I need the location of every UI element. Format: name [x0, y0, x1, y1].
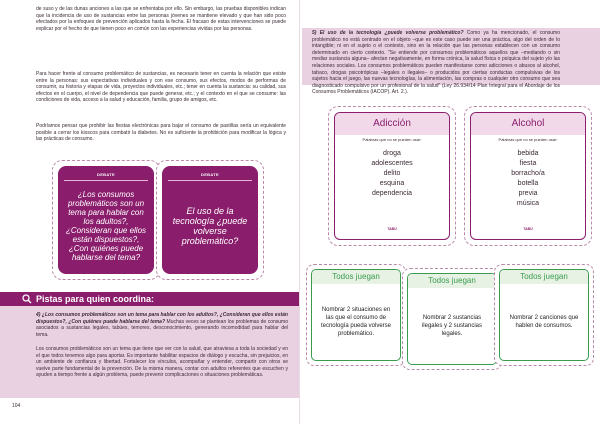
todos-juegan-card-1	[306, 264, 406, 366]
todos-juegan-text: Nombrar 2 sustancias ilegales y 2 sustancias legales.	[421, 315, 483, 337]
todos-juegan-card-3	[494, 264, 594, 366]
taboo-word: droga	[383, 150, 401, 157]
debate-card-2	[156, 160, 264, 280]
todos-juegan-text: Nombrar 2 canciones que hablen de consumos.	[509, 315, 579, 329]
taboo-card-subtitle: Palabras que no se pueden usar:	[498, 137, 558, 142]
definition-box	[302, 28, 600, 96]
pistas-title: Pistas para quien coordina:	[36, 294, 155, 304]
pistas-question-rest: Muchas veces se plantean los problemas de consumo asociados a sustancias legales, tabúes, temores, desconocimiento, generando incomodidad para hablar del tema.	[36, 318, 288, 338]
todos-juegan-title: Todos juegan	[408, 274, 496, 288]
todos-juegan-title: Todos juegan	[500, 270, 588, 284]
taboo-word: adolescentes	[371, 160, 413, 167]
taboo-word-list	[471, 149, 585, 209]
taboo-word: música	[516, 200, 540, 207]
taboo-word: esquina	[379, 180, 405, 187]
definition-text	[312, 30, 560, 96]
pistas-question-lead: 4) ¿Los consumos problemáticos son un tema para hablar con los adultos?, ¿Consideran que ellos están dispuestos?, ¿Con quiénes puede hablarse del tema?	[36, 312, 288, 325]
paragraph-2: Para hacer frente al consumo problemático de sustancias, es necesario tener en cuenta la relación que existe entre la personas: sus expectativas individuales y con ese consumo, sus efectos, modos de performas de consumir, su historia y etapas de vida, proyectos individuales, etc.; tener en cuenta la sustancia: su calidad, sus efectos en el cuerpo, el nivel de dependencia que puede generar, etc.; y el contexto en el que se consume: las condiciones de vida, acceso a la salud y educación, familia, grupo de amigos, etc.	[36, 71, 286, 104]
debate-card-text: ¿Los consumos problemáticos son un tema para hablar con los adultos?, ¿Consideran que ellos están dispuestos?, ¿Con quiénes puede hablarse del tema?	[65, 190, 147, 262]
paragraph-3: Podríamos pensar que prohibir las fiestas electrónicas para bajar el consumo de pastillas sería un equivalente posible a cerrar los kioscos para combatir la diabetes. No es suficiente la prohibición para modificar la lógica y las prácticas de consumo.	[36, 123, 286, 143]
debate-card-header: DEBATE	[201, 172, 219, 177]
definition-body: Como ya ha mencionado, el consumo problemático no está centrado en el objeto –que es este caso puede ser una práctica, algo del orden de lo intangible; ni en el sujeto o el contexto, sino en la relación que las personas establecen con un consumo determinado en cierto contexto. "Se entiende por consumos problemáticos aquellos que –mediando o sin mediar sustancia alguna– afectan negativamente, en forma crónica, la salud física o psíquica del sujeto y/o las relaciones sociales. Los consumos problemáticos pueden manifestarse como adicciones o abusos al alcohol, tabaco, drogas psicotrópicas –legales o ilegales– o producidos por ciertas conductas compulsivas de los sujetos hacia el juego, las nuevas tecnologías, la alimentación, las compras o cualquier otro consumo que sea diagnosticado compulsivo por un profesional de la salud" (Ley 26.934/14 Plan Integral para el Abordaje de los Consumos Problemáticos (IACOP). Art. 2.).	[312, 30, 561, 96]
todos-juegan-text: Nombrar 2 situaciones en las que el consumo de tecnología pueda volverse problemático.	[320, 307, 392, 337]
taboo-card-footer: TABÚ	[387, 227, 397, 231]
taboo-word: dependencia	[371, 190, 413, 197]
taboo-card-title: Alcohol	[471, 113, 585, 135]
taboo-card-alcohol	[464, 106, 592, 246]
debate-card-text: El uso de la tecnología ¿puede volverse problemático?	[172, 206, 248, 246]
debate-card-1	[52, 160, 160, 280]
taboo-card-title: Adicción	[335, 113, 449, 135]
page-number: 104	[12, 403, 21, 409]
taboo-word: botella	[517, 180, 539, 187]
taboo-card-footer: TABÚ	[523, 227, 533, 231]
taboo-word-list	[335, 149, 449, 199]
paragraph-1: de suso y de las dunas anciones a las que se enfrentaba por ello. Sin embargo, las pruebas disponibles indican que la incidencia de uso de sustancias entre las personas jóvenes se mantiene elevado y que han sido poco efectados por la enfoques de prevención aplicados hasta la fecha. El fracaso de estas intervenciones se puede explicar por el hecho de que tienen poco en común con las experiencias vividas por las personas.	[36, 6, 286, 32]
taboo-word: previa	[518, 190, 538, 197]
taboo-word: delito	[383, 170, 401, 177]
pistas-box	[0, 306, 300, 398]
taboo-word: bebida	[517, 150, 539, 157]
taboo-card-subtitle: Palabras que no se pueden usar:	[362, 137, 422, 142]
taboo-word: borracho/a	[511, 170, 545, 177]
pistas-question	[36, 312, 288, 338]
todos-juegan-card-2	[402, 268, 502, 370]
taboo-word: fiesta	[519, 160, 537, 167]
pistas-paragraph: Los consumos problemáticos son un tema que tiene que ver con la salud, que atraviesa a toda la sociedad y en el que todos tenemos algo para aportar. Es importante habilitar espacios de diálogo y escucha, sin prejuicios, en un ambiente de confianza y libertad. Fortalecer los vínculos, acompañar y entender, compartir con otros se vuelve parte fundamental de la prevención. De la misma manera, contar con adultos referentes que escuchen y ayuden a tiempo frente a algún problema, puede prevenir complicaciones o situaciones problemáticas.	[36, 346, 288, 379]
debate-card-header: DEBATE	[97, 172, 115, 177]
todos-juegan-title: Todos juegan	[312, 270, 400, 284]
magnifier-icon	[22, 294, 32, 304]
definition-lead: 5) El uso de la tecnología ¿puede volverse problemático?	[312, 30, 464, 36]
taboo-card-adiccion	[328, 106, 456, 246]
